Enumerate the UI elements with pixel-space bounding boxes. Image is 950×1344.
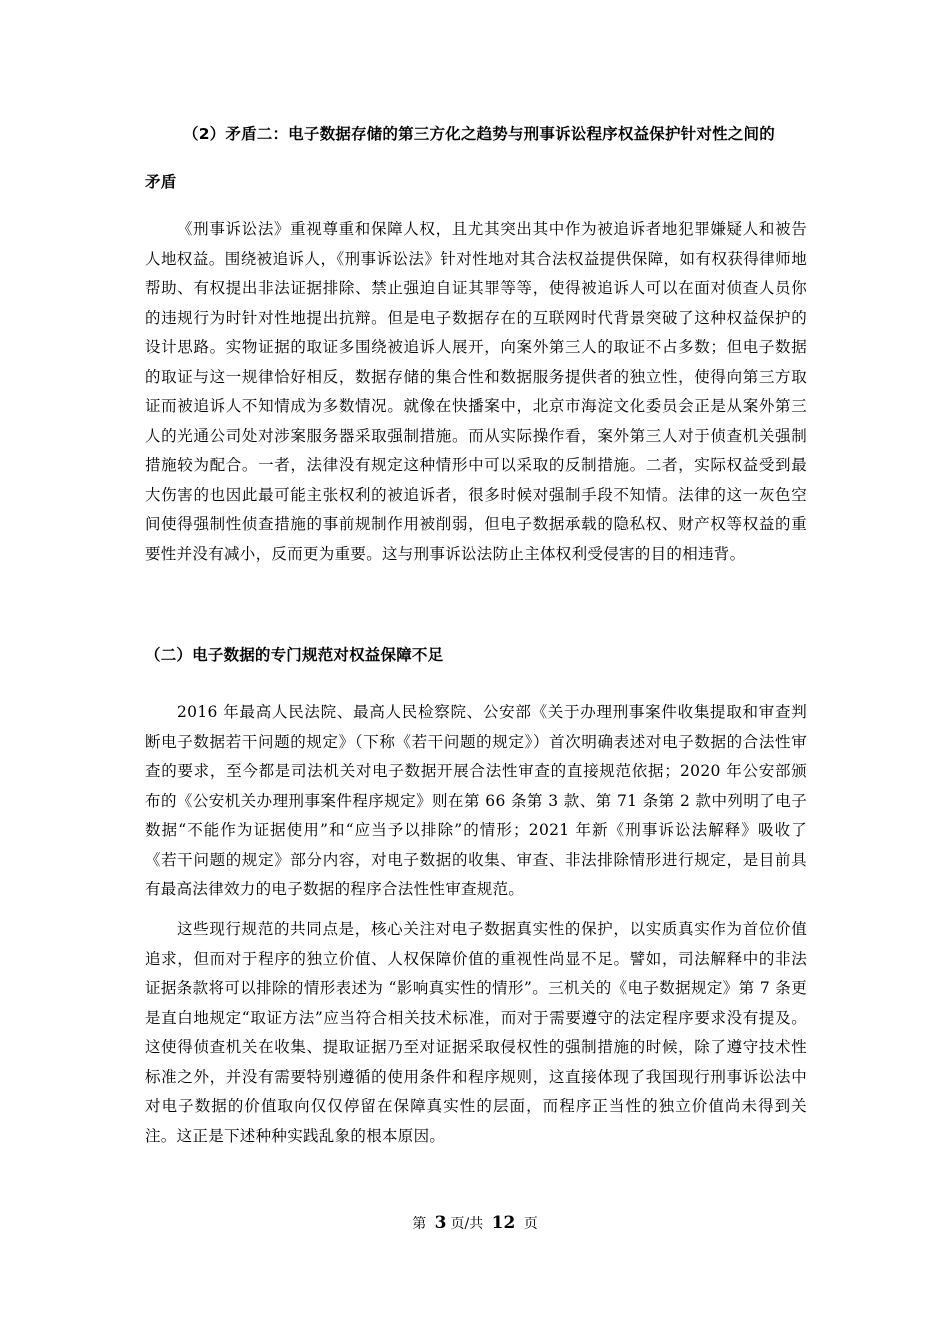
paragraph-criminal-procedure-rights: 《刑事诉讼法》重视尊重和保障人权，且尤其突出其中作为被追诉者地犯罪嫌疑人和被告人地权益。围绕被追诉人，《刑事诉讼法》针对性地对其合法权益提供保障，如有权获得律师地帮助、有权提出非法证据排除、禁止强迫自证其罪等等，使得被追诉人可以在面对侦查人员你的违规行为时针对性地提出抗辩。但是电子数据存在的互联网时代背景突破了这种权益保护的设计思路。实物证据的取证多围绕被追诉人展开，向案外第三人的取证不占多数；但电子数据的取证与这一规律恰好相反，数据存储的集合性和数据服务提供者的独立性，使得向第三方取证而被追诉人不知情成为多数情况。就像在快播案中，北京市海淀文化委员会正是从案外第三人的光通公司处对涉案服务器采取强制措施。而从实际操作看，案外第三人对于侦查机关强制措施较为配合。一者，法律没有规定这种情形中可以采取的反制措施。二者，实际权益受到最大伤害的也因此最可能主张权利的被追诉者，很多时候对强制手段不知情。法律的这一灰色空间使得强制性侦查措施的事前规制作用被削弱，但电子数据承载的隐私权、财产权等权益的重要性并没有减小，反而更为重要。这与刑事诉讼法防止主体权利受侵害的目的相违背。 <box>145 220 807 563</box>
paragraph-legal-norms-history: 2016 年最高人民法院、最高人民检察院、公安部《关于办理刑事案件收集提取和审查判断电子数据若干问题的规定》（下称《若干问题的规定》）首次明确表述对电子数据的合法性审查的要求，至今都是司法机关对电子数据开展合法性审查的直接规范依据；2020 年公安部颁布的《公安机关办理刑事案件程序规定》则在第 66 条第 3 款、第 71 条第 2 款中列明了电子数据“不能作为证据使用”和“应当予以排除”的情形；2021 年新《刑事诉讼法解释》吸收了《若干问题的规定》部分内容，对电子数据的收集、审查、非法排除情形进行规定，是目前具有最高法律效力的电子数据的程序合法性性审查规范。 <box>145 703 807 898</box>
section-heading-contradiction-two <box>145 110 807 206</box>
paragraph-norms-commonality: 这些现行规范的共同点是，核心关注对电子数据真实性的保护，以实质真实作为首位价值追求，但而对于程序的独立价值、人权保障价值的重视性尚显不足。譬如，司法解释中的非法证据条款将可以排除的情形表述为 “影响真实性的情形”。三机关的《电子数据规定》第 7 条更是直白地规定“取证方法”应当符合相关技术标准，而对于需要遵守的法定程序要求没有提及。这使得侦查机关在收集、提取证据乃至对证据采取侵权性的强制措施的时候，除了遵守技术性标准之外，并没有需要特别遵循的使用条件和程序规则，这直接体现了我国现行刑事诉讼法中对电子数据的价值取向仅仅停留在保障真实性的层面，而程序正当性的独立价值尚未得到关注。这正是下述种种实践乱象的根本原因。 <box>145 920 807 1145</box>
current-page-number: 3 <box>434 1213 447 1233</box>
heading-line-2: 矛盾 <box>145 173 177 191</box>
section-heading-special-norms: （二）电子数据的专门规范对权益保障不足 <box>145 646 444 664</box>
total-page-count: 12 <box>491 1213 516 1233</box>
page-footer <box>0 1213 950 1233</box>
footer-middle: 页/共 <box>450 1216 484 1232</box>
heading-line-1: （2）矛盾二：电子数据存储的第三方化之趋势与刑事诉讼程序权益保护针对性之间的 <box>183 125 775 143</box>
footer-suffix: 页 <box>523 1216 538 1232</box>
footer-prefix: 第 <box>412 1216 427 1232</box>
